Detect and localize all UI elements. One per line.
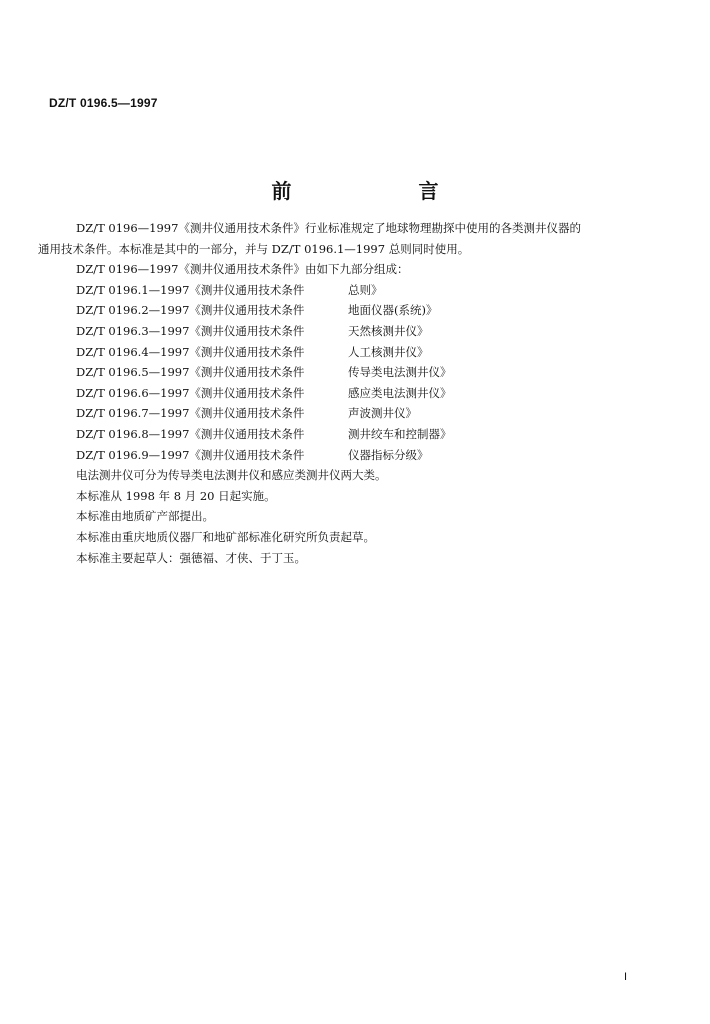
page-number: I	[624, 971, 628, 983]
list-item	[38, 383, 658, 404]
note-drafting-units: 本标准由重庆地质仪器厂和地矿部标准化研究所负责起草。	[76, 529, 375, 544]
intro-line-2: 通用技术条件。本标准是其中的一部分，并与 DZ/T 0196.1—1997 总则同时使用。	[38, 241, 470, 256]
list-item	[38, 300, 658, 321]
part-name: 总则》	[348, 282, 383, 297]
foreword-body	[38, 218, 658, 568]
part-prefix: DZ/T 0196.8—1997《测井仪通用技术条件	[76, 426, 305, 441]
list-item	[38, 342, 658, 363]
list-item	[38, 403, 658, 424]
note-effective-date: 本标准从 1998 年 8 月 20 日起实施。	[76, 488, 276, 503]
part-prefix: DZ/T 0196.1—1997《测井仪通用技术条件	[76, 282, 305, 297]
part-prefix: DZ/T 0196.6—1997《测井仪通用技术条件	[76, 385, 305, 400]
list-item	[38, 362, 658, 383]
part-name: 仪器指标分级》	[348, 447, 429, 462]
list-item	[38, 280, 658, 301]
list-item	[38, 424, 658, 445]
note-proposer: 本标准由地质矿产部提出。	[76, 509, 214, 524]
part-name: 测井绞车和控制器》	[348, 426, 452, 441]
note-drafters: 本标准主要起草人：强德福、才侠、于丁玉。	[76, 550, 306, 565]
part-name: 天然核测井仪》	[348, 323, 429, 338]
part-name: 传导类电法测井仪》	[348, 365, 452, 380]
part-prefix: DZ/T 0196.4—1997《测井仪通用技术条件	[76, 344, 305, 359]
part-prefix: DZ/T 0196.3—1997《测井仪通用技术条件	[76, 323, 305, 338]
note-classification: 电法测井仪可分为传导类电法测井仪和感应类测井仪两大类。	[76, 468, 387, 483]
document-id: DZ/T 0196.5—1997	[49, 96, 158, 110]
parts-intro: DZ/T 0196—1997《测井仪通用技术条件》由如下九部分组成：	[76, 262, 409, 277]
part-prefix: DZ/T 0196.5—1997《测井仪通用技术条件	[76, 365, 305, 380]
part-name: 人工核测井仪》	[348, 344, 429, 359]
part-name: 感应类电法测井仪》	[348, 385, 452, 400]
intro-line-1: DZ/T 0196—1997《测井仪通用技术条件》行业标准规定了地球物理勘探中使用的各类测井仪器的	[76, 221, 581, 235]
page-title: 前 言	[271, 179, 499, 203]
list-item	[38, 445, 658, 466]
part-prefix: DZ/T 0196.9—1997《测井仪通用技术条件	[76, 447, 305, 462]
part-prefix: DZ/T 0196.7—1997《测井仪通用技术条件	[76, 406, 305, 421]
list-item	[38, 321, 658, 342]
part-name: 地面仪器(系统)》	[348, 303, 438, 318]
part-prefix: DZ/T 0196.2—1997《测井仪通用技术条件	[76, 303, 305, 318]
part-name: 声波测井仪》	[348, 406, 417, 421]
